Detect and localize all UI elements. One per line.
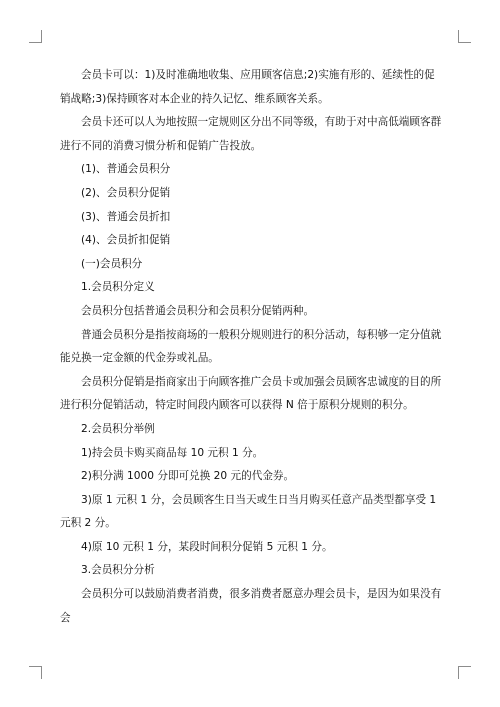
example-1: 1)持会员卡购买商品每 10 元积 1 分。 [81, 446, 264, 459]
subheading-definition: 1.会员积分定义 [81, 281, 155, 294]
top-left-crop-mark [29, 30, 42, 43]
list-item-2: (2)、会员积分促销 [81, 186, 171, 199]
bottom-left-crop-mark [29, 666, 42, 679]
document-body [60, 64, 442, 630]
example-3: 3)原 1 元积 1 分，会员顾客生日当天或生日当月购买任意产品类型都享受 1 元积 2 分。 [60, 493, 437, 530]
normal-points-paragraph: 普通会员积分是指按商场的一般积分规则进行的积分活动，每积够一定分值就能兑换一定金额的代金券或礼品。 [60, 328, 442, 365]
subheading-analysis: 3.会员积分分析 [81, 564, 155, 577]
promotion-points-paragraph: 会员积分促销是指商家出于向顾客推广会员卡或加强会员顾客忠诚度的目的所进行积分促销活动，特定时间段内顾客可以获得 N 倍于原积分规则的积分。 [60, 375, 442, 412]
bottom-right-crop-mark [458, 666, 471, 679]
list-item-1: (1)、普通会员积分 [81, 163, 171, 176]
membership-levels-paragraph: 会员卡还可以人为地按照一定规则区分出不同等级，有助于对中高低端顾客群进行不同的消费习惯分析和促销广告投放。 [60, 116, 442, 152]
example-4: 4)原 10 元积 1 分，某段时间积分促销 5 元积 1 分。 [81, 540, 333, 553]
section-heading: (一)会员积分 [81, 257, 143, 270]
list-item-3: (3)、普通会员折扣 [81, 210, 171, 223]
analysis-paragraph: 会员积分可以鼓励消费者消费，很多消费者愿意办理会员卡，是因为如果没有会 [60, 588, 442, 624]
list-item-4: (4)、会员折扣促销 [81, 234, 171, 247]
definition-paragraph: 会员积分包括普通会员积分和会员积分促销两种。 [81, 304, 315, 317]
top-right-crop-mark [458, 30, 471, 43]
intro-paragraph: 会员卡可以：1)及时准确地收集、应用顾客信息;2)实施有形的、延续性的促销战略;3)保持顾客对本企业的持久记忆、维系顾客关系。 [60, 69, 435, 105]
example-2: 2)积分满 1000 分即可兑换 20 元的代金券。 [81, 470, 295, 483]
subheading-examples: 2.会员积分举例 [81, 422, 155, 435]
